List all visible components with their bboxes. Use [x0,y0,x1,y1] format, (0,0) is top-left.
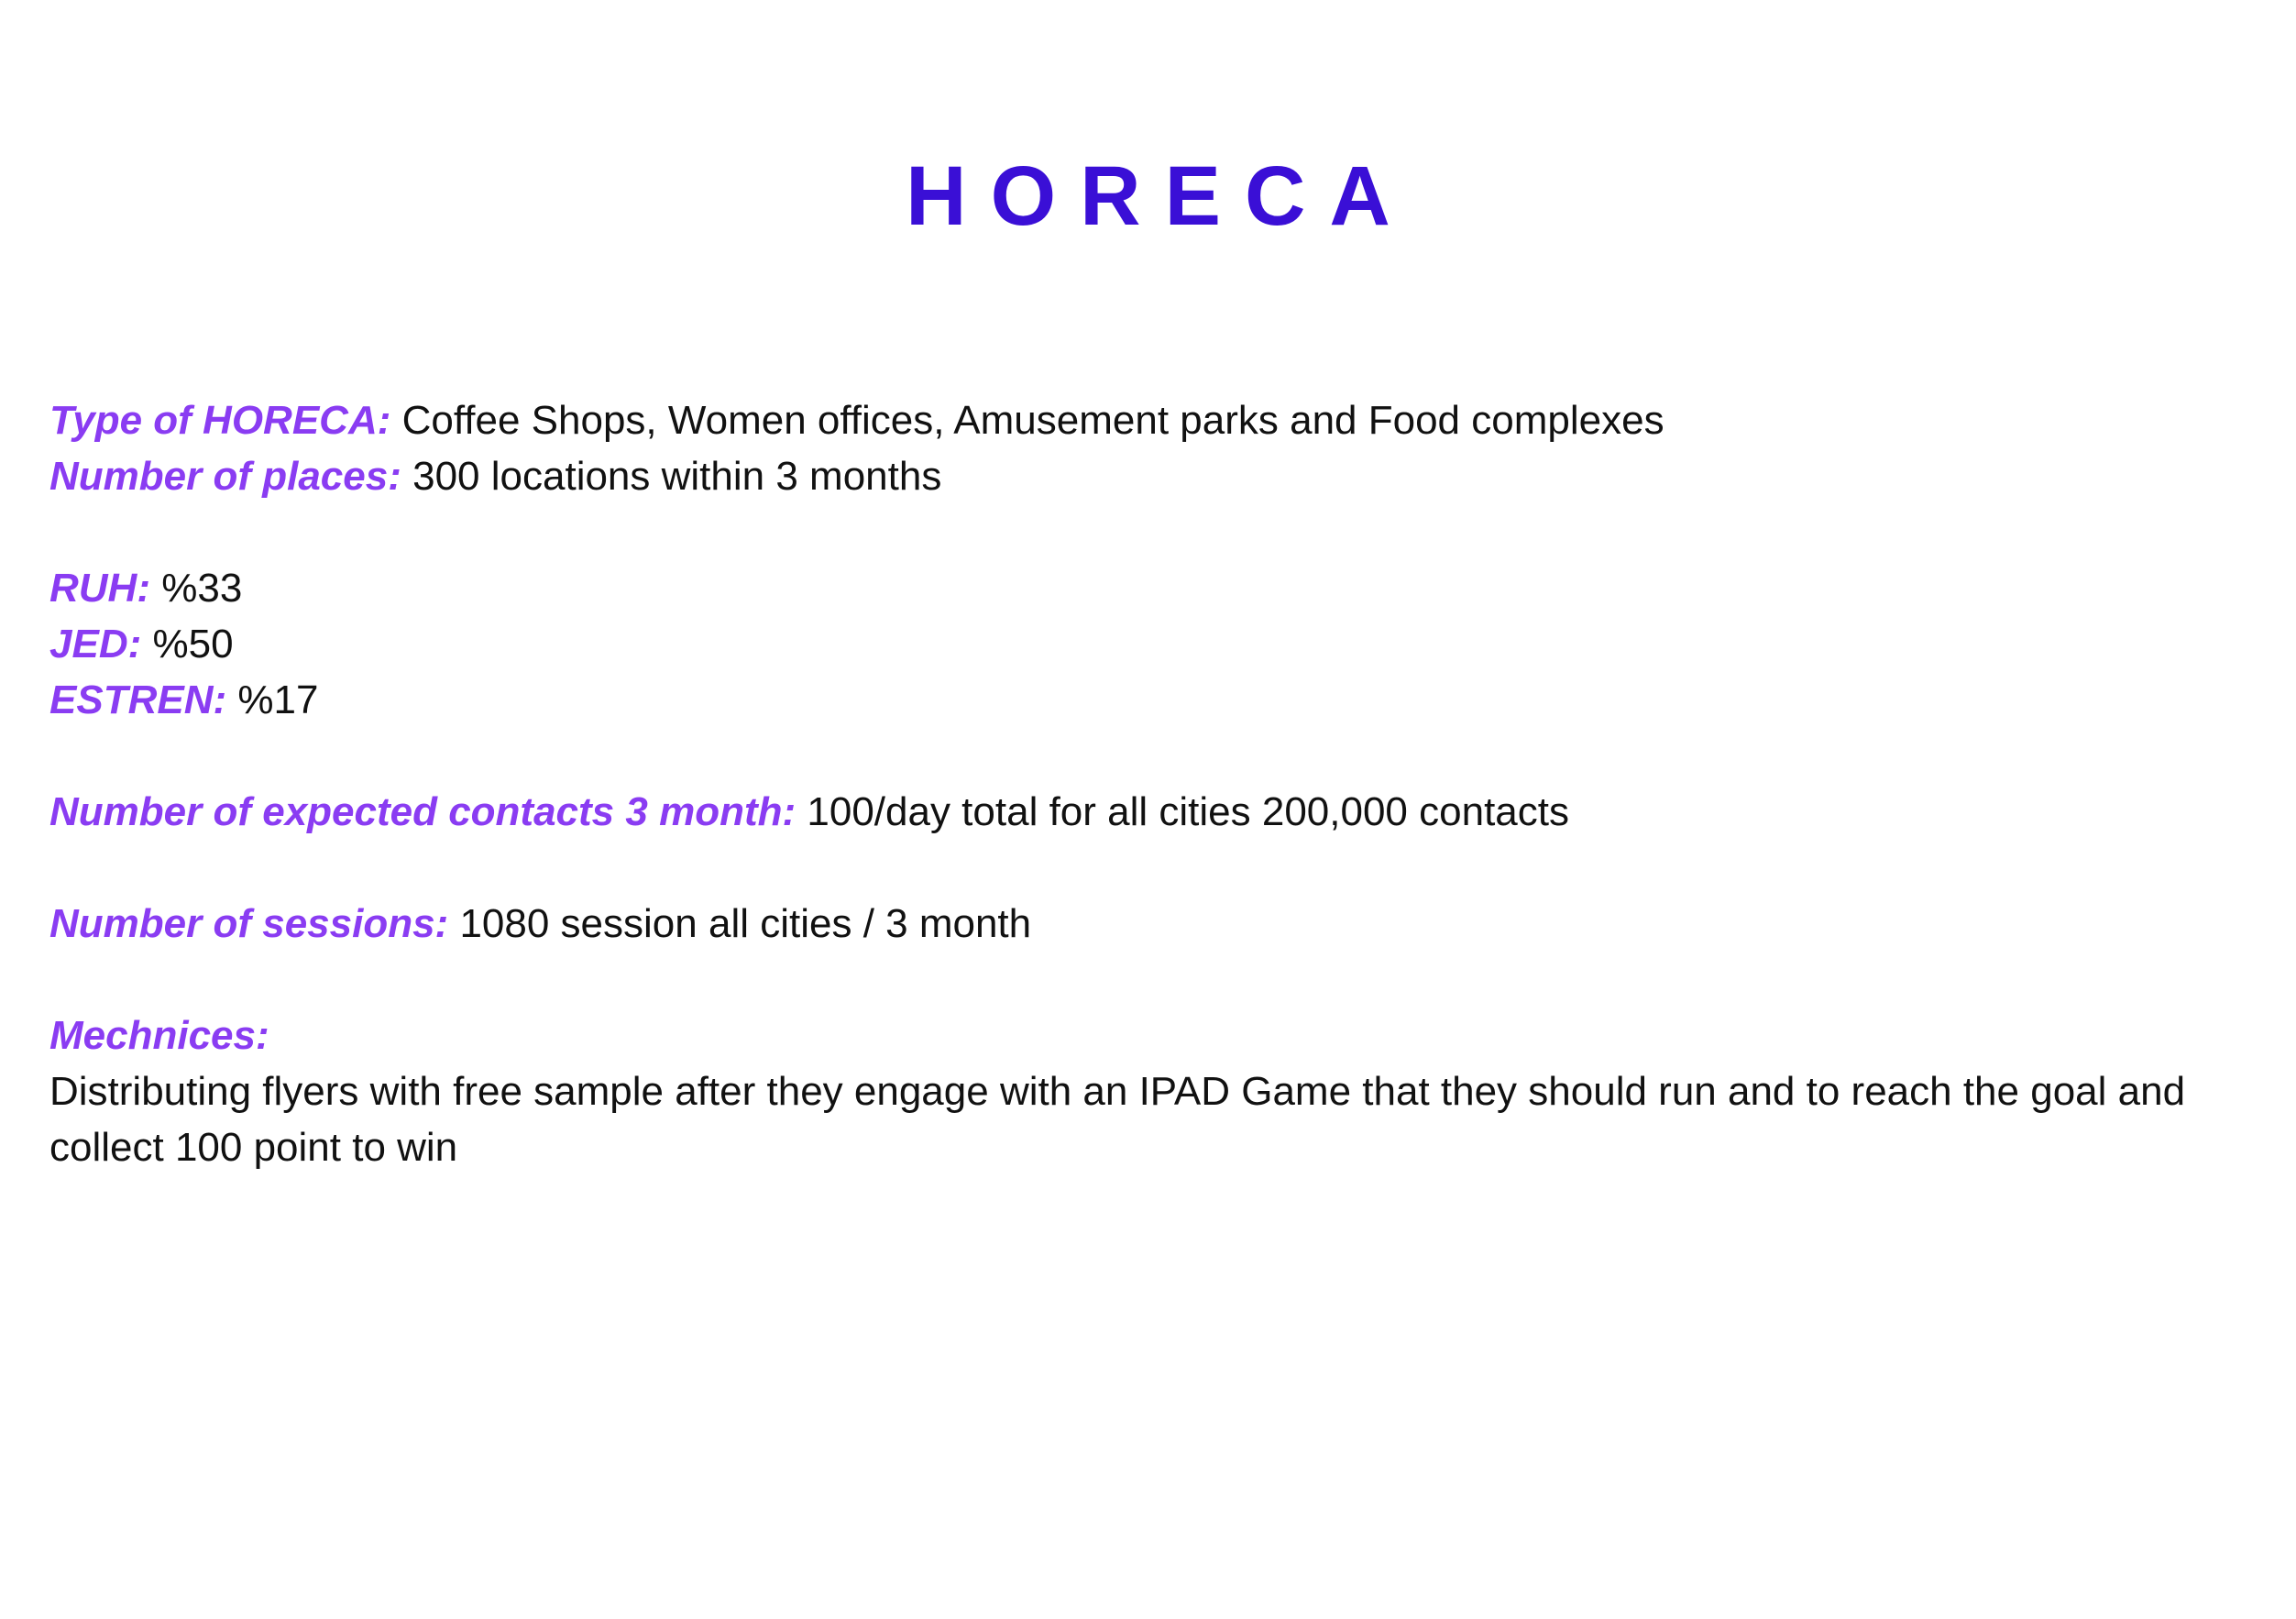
estren-value: %17 [237,677,319,722]
horeca-type-value: Coffee Shops, Women offices, Amusement parks and Food complexes [401,398,1664,443]
sessions-label: Number of sessions: [49,901,449,946]
spacer [49,504,2249,560]
ruh-value: %33 [161,566,243,611]
ruh-label: RUH: [49,566,150,611]
content-block [49,392,2249,1175]
jed-label: JED: [49,622,142,666]
page-title: HORECA [906,149,1414,243]
estren-label: ESTREN: [49,677,227,722]
spacer [49,728,2249,784]
mechanics-heading-row [49,1008,2249,1063]
horeca-type-row [49,392,2249,448]
horeca-type-label: Type of HORECA: [49,398,391,443]
sessions-row [49,896,2249,952]
spacer [49,840,2249,896]
contacts-row [49,784,2249,840]
places-value: 300 locations within 3 months [412,454,942,499]
jed-row [49,616,2249,672]
mechanics-description: Distributing flyers with free sample after they engage with an IPAD Game that they should run and to reach the goal and collect 100 point to win [49,1069,2186,1170]
ruh-row [49,560,2249,616]
jed-value: %50 [152,622,234,666]
estren-row [49,672,2249,728]
places-label: Number of places: [49,454,401,499]
spacer [49,952,2249,1008]
mechanics-label: Mechnices: [49,1013,269,1058]
contacts-label: Number of expected contacts 3 month: [49,789,796,834]
contacts-value: 100/day total for all cities 200,000 contacts [807,789,1569,834]
places-row [49,448,2249,504]
sessions-value: 1080 session all cities / 3 month [459,901,1032,946]
